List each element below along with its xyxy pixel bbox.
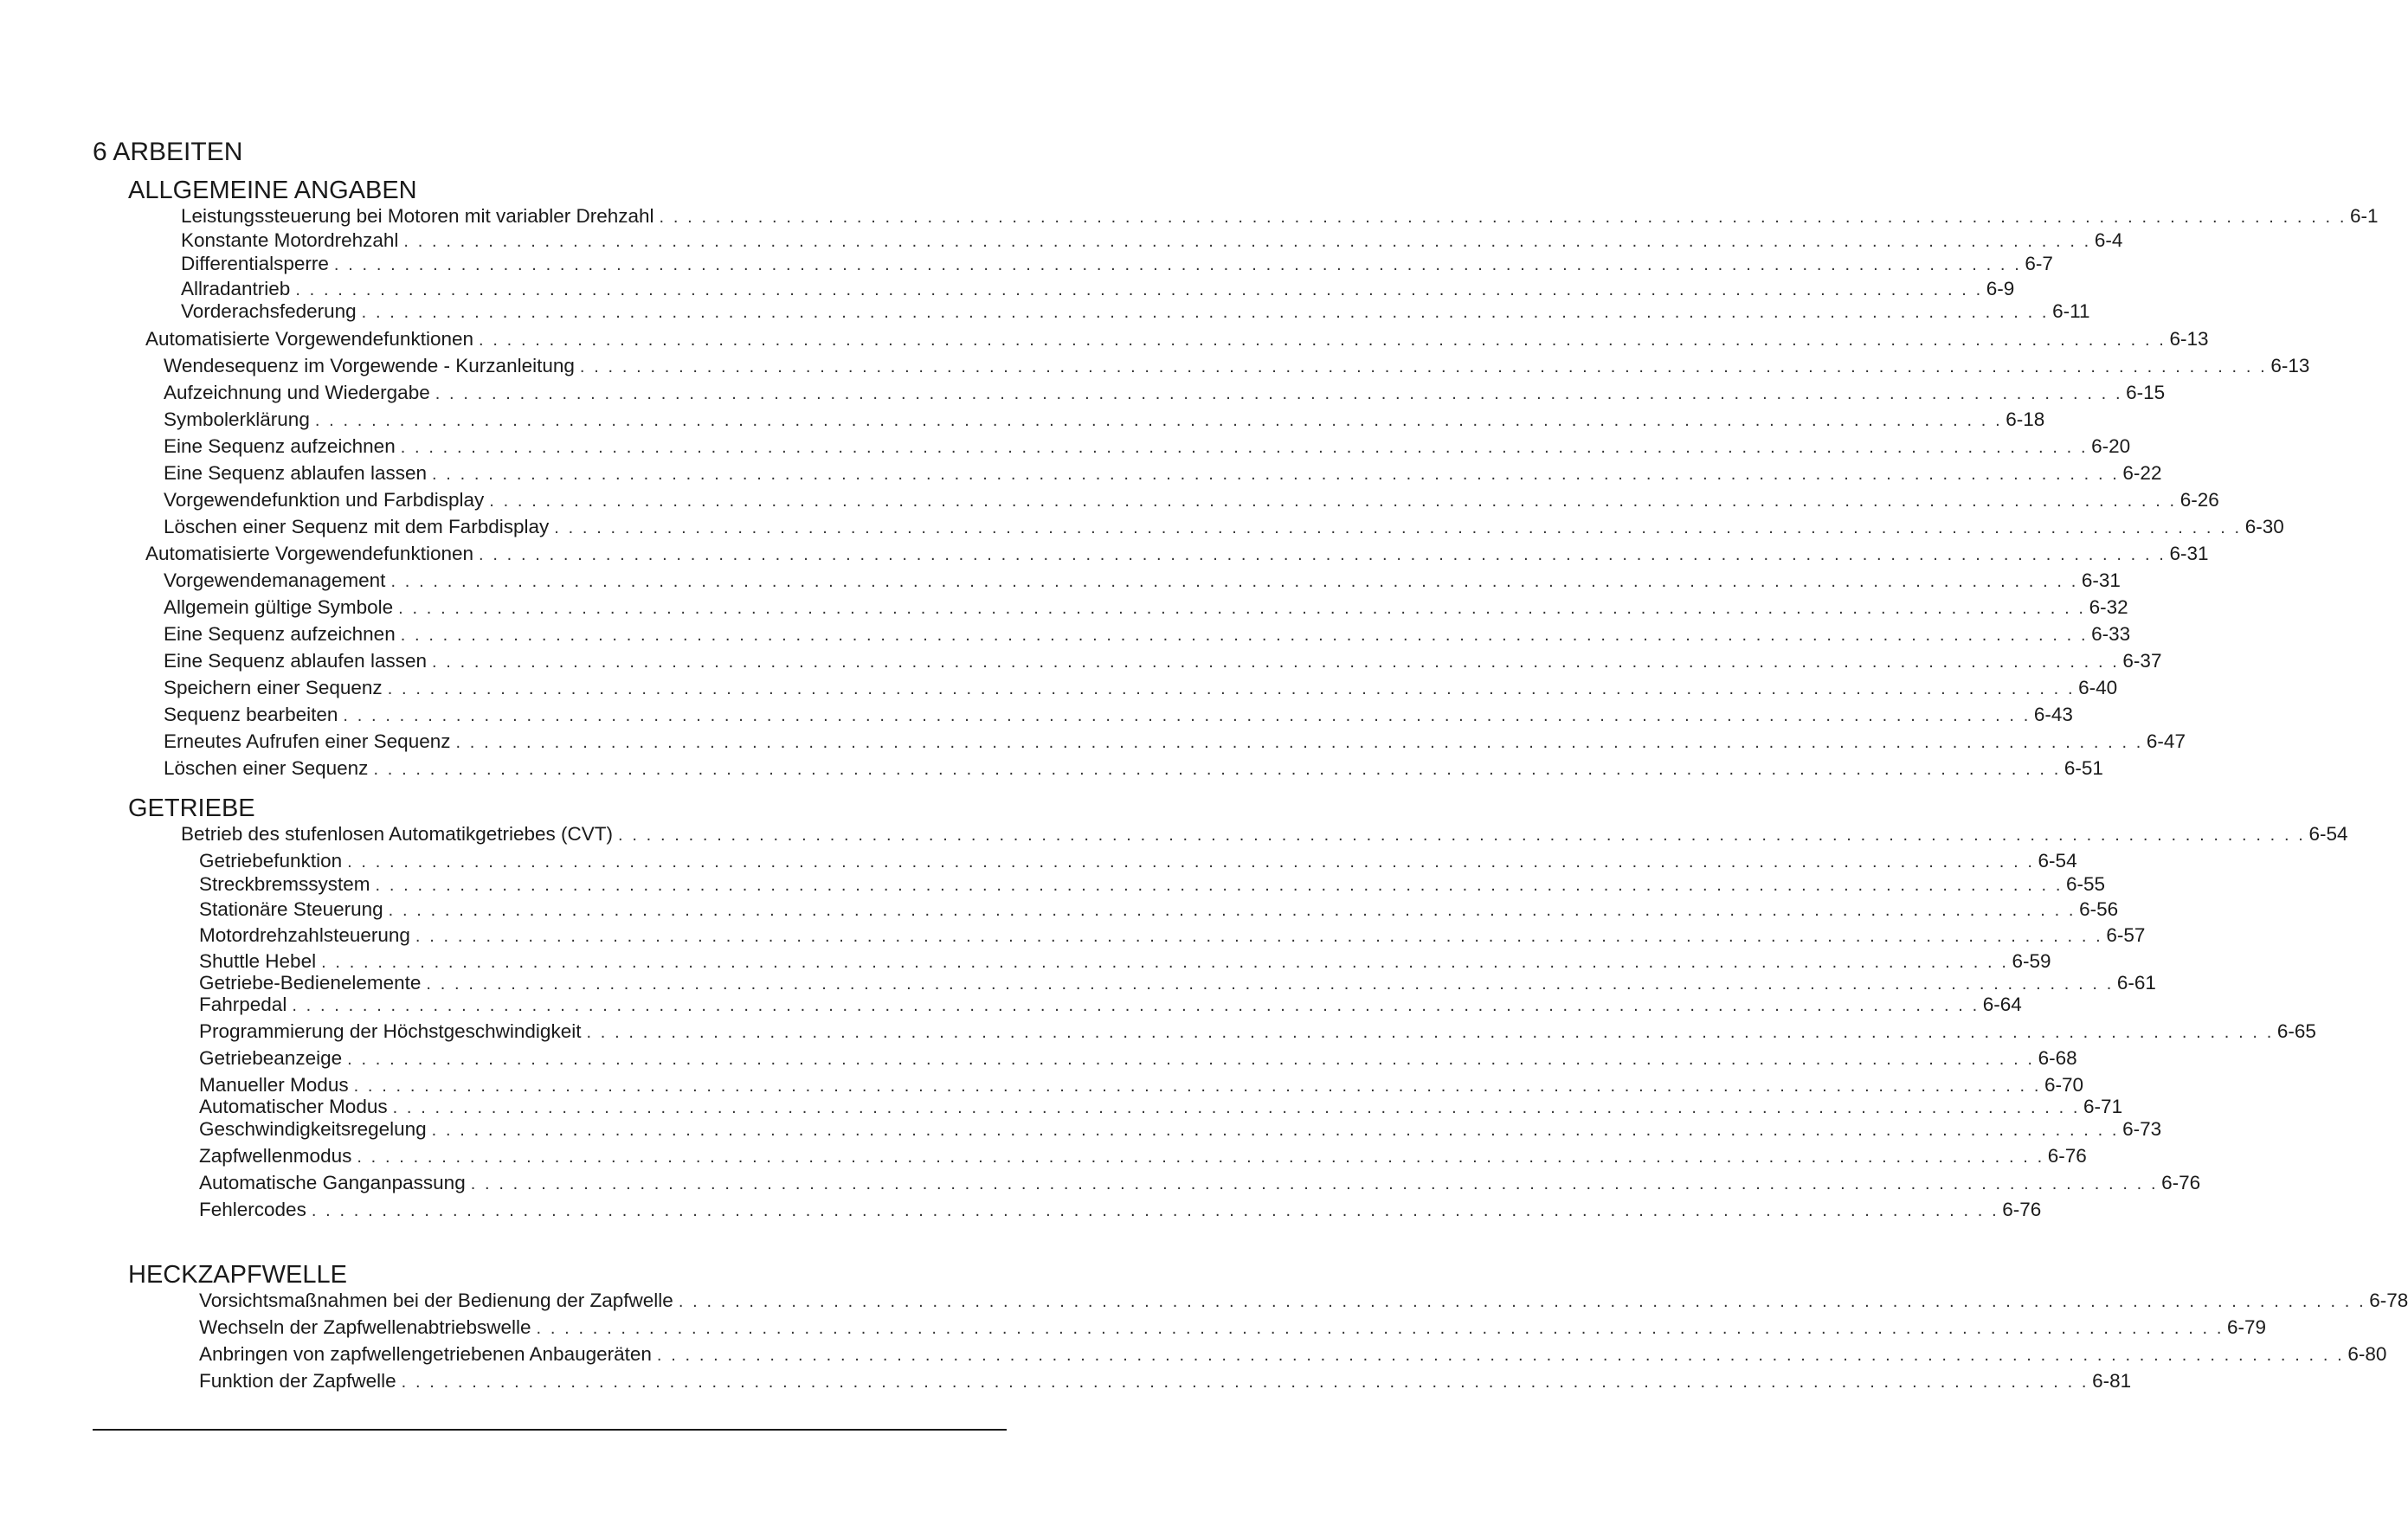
toc-entry[interactable] <box>199 1046 2077 1071</box>
toc-entry-title: Allgemein gültige Symbole <box>164 596 394 618</box>
dot-leader: . . . . . . . . . . . . . . . . . . . . . . . . . . . . . . . . . . . . . . . . . . . . . . . . . . . . . . . . . . . . . . . . . . . . . . . . . . . . . . . . . . . . . . . . . . . . . . . . . . . . . . . . . . . . . . . . . . . . . . . . <box>554 518 2242 537</box>
toc-entry-title: Symbolerklärung <box>164 408 310 430</box>
toc-entry[interactable] <box>164 381 2166 405</box>
toc-entry-page: 6-78 <box>2369 1290 2408 1311</box>
dot-leader: . . . . . . . . . . . . . . . . . . . . . . . . . . . . . . . . . . . . . . . . . . . . . . . . . . . . . . . . . . . . . . . . . . . . . . . . . . . . . . . . . . . . . . . . . . . . . . . . . . . . . . . . . . . . . . . . . . . . . . . . <box>426 974 2114 994</box>
toc-entry-page: 6-37 <box>2122 650 2162 672</box>
toc-entry-title: Allradantrieb <box>181 278 291 299</box>
dot-leader: . . . . . . . . . . . . . . . . . . . . . . . . . . . . . . . . . . . . . . . . . . . . . . . . . . . . . . . . . . . . . . . . . . . . . . . . . . . . . . . . . . . . . . . . . . . . . . . . . . . . . . . . . . . . . . . . . . . . . . . . <box>400 438 2089 457</box>
toc-entry-title: Sequenz bearbeiten <box>164 704 338 725</box>
toc-entry-page: 6-76 <box>2002 1199 2042 1220</box>
toc-entry[interactable] <box>164 676 2118 700</box>
toc-entry-page: 6-57 <box>2106 924 2146 946</box>
dot-leader: . . . . . . . . . . . . . . . . . . . . . . . . . . . . . . . . . . . . . . . . . . . . . . . . . . . . . . . . . . . . . . . . . . . . . . . . . . . . . . . . . . . . . . . . . . . . . . . . . . . . . . . . . . . . . . . . . . . . . . . . <box>678 1292 2366 1311</box>
toc-entry-title: Löschen einer Sequenz <box>164 757 369 779</box>
dot-leader: . . . . . . . . . . . . . . . . . . . . . . . . . . . . . . . . . . . . . . . . . . . . . . . . . . . . . . . . . . . . . . . . . . . . . . . . . . . . . . . . . . . . . . . . . . . . . . . . . . . . . . . . . . . . . . . . . . . . . . . . <box>292 996 1980 1015</box>
toc-entry[interactable] <box>199 1117 2162 1142</box>
toc-entry[interactable] <box>199 949 2051 974</box>
dot-leader: . . . . . . . . . . . . . . . . . . . . . . . . . . . . . . . . . . . . . . . . . . . . . . . . . . . . . . . . . . . . . . . . . . . . . . . . . . . . . . . . . . . . . . . . . . . . . . . . . . . . . . . . . . . . . . . . . . . . . . . . <box>536 1319 2224 1338</box>
toc-entry-page: 6-20 <box>2091 435 2131 457</box>
toc-entry-title: Stationäre Steuerung <box>199 898 383 920</box>
dot-leader: . . . . . . . . . . . . . . . . . . . . . . . . . . . . . . . . . . . . . . . . . . . . . . . . . . . . . . . . . . . . . . . . . . . . . . . . . . . . . . . . . . . . . . . . . . . . . . . . . . . . . . . . . . . . . . . . . . . . . . . . <box>455 733 2143 752</box>
dot-leader: . . . . . . . . . . . . . . . . . . . . . . . . . . . . . . . . . . . . . . . . . . . . . . . . . . . . . . . . . . . . . . . . . . . . . . . . . . . . . . . . . . . . . . . . . . . . . . . . . . . . . . . . . . . . . . . . . . . . . . . . <box>431 465 2120 484</box>
toc-entry-page: 6-70 <box>2044 1074 2084 1096</box>
toc-entry-title: Getriebeanzeige <box>199 1047 343 1069</box>
toc-entry[interactable] <box>181 204 2379 228</box>
toc-entry-title: Eine Sequenz aufzeichnen <box>164 435 396 457</box>
chapter-title: 6 ARBEITEN <box>93 138 243 166</box>
toc-entry-page: 6-81 <box>2092 1370 2132 1392</box>
toc-entry-page: 6-26 <box>2179 489 2219 511</box>
toc-entry-title: Vorsichtsmaßnahmen bei der Bedienung der Zapfwelle <box>199 1290 673 1311</box>
toc-entry[interactable] <box>164 434 2131 459</box>
toc-entry[interactable] <box>199 1020 2316 1044</box>
toc-entry[interactable] <box>199 1073 2084 1097</box>
toc-entry-page: 6-76 <box>2047 1145 2087 1167</box>
toc-entry-page: 6-33 <box>2091 623 2131 645</box>
toc-entry-title: Leistungssteuerung bei Motoren mit variabler Drehzahl <box>181 205 654 227</box>
toc-entry[interactable] <box>164 756 2103 781</box>
toc-entry-page: 6-30 <box>2244 516 2284 537</box>
dot-leader: . . . . . . . . . . . . . . . . . . . . . . . . . . . . . . . . . . . . . . . . . . . . . . . . . . . . . . . . . . . . . . . . . . . . . . . . . . . . . . . . . . . . . . . . . . . . . . . . . . . . . . . . . . . . . . . . . . . . . . . . <box>401 1373 2089 1392</box>
toc-entry-title: Anbringen von zapfwellengetriebenen Anbaugeräten <box>199 1343 652 1365</box>
section-title-getriebe: GETRIEBE <box>128 794 255 822</box>
toc-entry-page: 6-73 <box>2122 1118 2162 1140</box>
toc-entry-title: Getriebefunktion <box>199 850 343 872</box>
toc-entry[interactable] <box>199 1289 2408 1313</box>
toc-entry-title: Eine Sequenz aufzeichnen <box>164 623 396 645</box>
toc-entry-page: 6-40 <box>2078 677 2118 698</box>
toc-entry-title: Eine Sequenz ablaufen lassen <box>164 650 427 672</box>
dot-leader: . . . . . . . . . . . . . . . . . . . . . . . . . . . . . . . . . . . . . . . . . . . . . . . . . . . . . . . . . . . . . . . . . . . . . . . . . . . . . . . . . . . . . . . . . . . . . . . . . . . . . . . . . . . . . . . . . . . . . . . . <box>387 679 2076 698</box>
dot-leader: . . . . . . . . . . . . . . . . . . . . . . . . . . . . . . . . . . . . . . . . . . . . . . . . . . . . . . . . . . . . . . . . . . . . . . . . . . . . . . . . . . . . . . . . . . . . . . . . . . . . . . . . . . . . . . . . . . . . . . . . <box>470 1174 2159 1193</box>
section-title-heckzapfwelle: HECKZAPFWELLE <box>128 1261 347 1289</box>
toc-entry-title: Funktion der Zapfwelle <box>199 1370 396 1392</box>
dot-leader: . . . . . . . . . . . . . . . . . . . . . . . . . . . . . . . . . . . . . . . . . . . . . . . . . . . . . . . . . . . . . . . . . . . . . . . . . . . . . . . . . . . . . . . . . . . . . . . . . . . . . . . . . . . . . . . . . . . . . . . . <box>333 255 2022 274</box>
toc-entry[interactable] <box>199 1342 2387 1367</box>
toc-entry[interactable] <box>199 1095 2123 1119</box>
toc-entry-title: Geschwindigkeitsregelung <box>199 1118 427 1140</box>
toc-entry-title: Speichern einer Sequenz <box>164 677 383 698</box>
toc-entry-page: 6-4 <box>2094 229 2123 251</box>
toc-entry[interactable] <box>164 515 2284 539</box>
toc-entry-page: 6-65 <box>2276 1020 2316 1042</box>
toc-entry-page: 6-1 <box>2349 205 2379 227</box>
toc-entry-page: 6-43 <box>2033 704 2073 725</box>
dot-leader: . . . . . . . . . . . . . . . . . . . . . . . . . . . . . . . . . . . . . . . . . . . . . . . . . . . . . . . . . . . . . . . . . . . . . . . . . . . . . . . . . . . . . . . . . . . . . . . . . . . . . . . . . . . . . . . . . . . . . . . . <box>347 1050 2035 1069</box>
dot-leader: . . . . . . . . . . . . . . . . . . . . . . . . . . . . . . . . . . . . . . . . . . . . . . . . . . . . . . . . . . . . . . . . . . . . . . . . . . . . . . . . . . . . . . . . . . . . . . . . . . . . . . . . . . . . . . . . . . . . . . . . <box>375 876 2063 895</box>
toc-entry-title: Vorgewendemanagement <box>164 569 386 591</box>
toc-entry[interactable] <box>199 993 2022 1017</box>
toc-entry-page: 6-56 <box>2079 898 2119 920</box>
toc-entry-title: Zapfwellenmodus <box>199 1145 352 1167</box>
toc-entry-title: Fahrpedal <box>199 994 287 1015</box>
toc-entry[interactable] <box>164 622 2131 646</box>
toc-entry[interactable] <box>181 228 2123 253</box>
toc-entry-title: Vorderachsfederung <box>181 300 357 322</box>
toc-entry[interactable] <box>199 1144 2087 1168</box>
dot-leader: . . . . . . . . . . . . . . . . . . . . . . . . . . . . . . . . . . . . . . . . . . . . . . . . . . . . . . . . . . . . . . . . . . . . . . . . . . . . . . . . . . . . . . . . . . . . . . . . . . . . . . . . . . . . . . . . . . . . . . . . <box>392 1098 2081 1117</box>
toc-entry-page: 6-7 <box>2025 253 2053 274</box>
toc-entry[interactable] <box>164 461 2162 486</box>
toc-entry-title: Fehlercodes <box>199 1199 306 1220</box>
toc-entry-title: Vorgewendefunktion und Farbdisplay <box>164 489 485 511</box>
toc-entry[interactable] <box>199 1369 2132 1393</box>
toc-entry-title: Eine Sequenz ablaufen lassen <box>164 462 427 484</box>
toc-entry[interactable] <box>181 822 2348 846</box>
toc-entry-title: Streckbremssystem <box>199 873 370 895</box>
toc-entry-title: Erneutes Aufrufen einer Sequenz <box>164 730 451 752</box>
toc-entry-page: 6-64 <box>1982 994 2022 1015</box>
toc-entry[interactable] <box>145 542 2209 566</box>
toc-entry[interactable] <box>199 849 2077 873</box>
toc-entry-title: Betrieb des stufenlosen Automatikgetriebes (CVT) <box>181 823 613 845</box>
toc-entry[interactable] <box>181 277 2015 301</box>
toc-entry[interactable] <box>164 595 2128 620</box>
dot-leader: . . . . . . . . . . . . . . . . . . . . . . . . . . . . . . . . . . . . . . . . . . . . . . . . . . . . . . . . . . . . . . . . . . . . . . . . . . . . . . . . . . . . . . . . . . . . . . . . . . . . . . . . . . . . . . . . . . . . . . . . <box>361 303 2050 322</box>
toc-entry-title: Automatischer Modus <box>199 1096 388 1117</box>
dot-leader: . . . . . . . . . . . . . . . . . . . . . . . . . . . . . . . . . . . . . . . . . . . . . . . . . . . . . . . . . . . . . . . . . . . . . . . . . . . . . . . . . . . . . . . . . . . . . . . . . . . . . . . . . . . . . . . . . . . . . . . . <box>347 852 2035 872</box>
toc-entry-title: Automatische Ganganpassung <box>199 1172 466 1193</box>
toc-entry-title: Automatisierte Vorgewendefunktionen <box>145 328 473 350</box>
toc-entry[interactable] <box>199 872 2106 897</box>
toc-entry[interactable] <box>164 730 2186 754</box>
toc-entry[interactable] <box>199 1198 2042 1222</box>
toc-entry-title: Differentialsperre <box>181 253 329 274</box>
toc-entry-title: Shuttle Hebel <box>199 950 317 972</box>
toc-entry[interactable] <box>164 649 2162 673</box>
dot-leader: . . . . . . . . . . . . . . . . . . . . . . . . . . . . . . . . . . . . . . . . . . . . . . . . . . . . . . . . . . . . . . . . . . . . . . . . . . . . . . . . . . . . . . . . . . . . . . . . . . . . . . . . . . . . . . . . . . . . . . . . <box>479 545 2167 564</box>
dot-leader: . . . . . . . . . . . . . . . . . . . . . . . . . . . . . . . . . . . . . . . . . . . . . . . . . . . . . . . . . . . . . . . . . . . . . . . . . . . . . . . . . . . . . . . . . . . . . . . . . . . . . . . . . . . . . . . . . . . . . . . . <box>373 760 2061 779</box>
toc-entry-page: 6-55 <box>2065 873 2106 895</box>
dot-leader: . . . . . . . . . . . . . . . . . . . . . . . . . . . . . . . . . . . . . . . . . . . . . . . . . . . . . . . . . . . . . . . . . . . . . . . . . . . . . . . . . . . . . . . . . . . . . . . . . . . . . . . . . . . . . . . . . . . . . . . . <box>398 599 2086 618</box>
toc-entry-page: 6-51 <box>2064 757 2103 779</box>
toc-entry-page: 6-31 <box>2169 543 2209 564</box>
dot-leader: . . . . . . . . . . . . . . . . . . . . . . . . . . . . . . . . . . . . . . . . . . . . . . . . . . . . . . . . . . . . . . . . . . . . . . . . . . . . . . . . . . . . . . . . . . . . . . . . . . . . . . . . . . . . . . . . . . . . . . . . <box>479 331 2167 350</box>
dot-leader: . . . . . . . . . . . . . . . . . . . . . . . . . . . . . . . . . . . . . . . . . . . . . . . . . . . . . . . . . . . . . . . . . . . . . . . . . . . . . . . . . . . . . . . . . . . . . . . . . . . . . . . . . . . . . . . . . . . . . . . . <box>659 208 2347 227</box>
dot-leader: . . . . . . . . . . . . . . . . . . . . . . . . . . . . . . . . . . . . . . . . . . . . . . . . . . . . . . . . . . . . . . . . . . . . . . . . . . . . . . . . . . . . . . . . . . . . . . . . . . . . . . . . . . . . . . . . . . . . . . . . <box>415 927 2103 946</box>
dot-leader: . . . . . . . . . . . . . . . . . . . . . . . . . . . . . . . . . . . . . . . . . . . . . . . . . . . . . . . . . . . . . . . . . . . . . . . . . . . . . . . . . . . . . . . . . . . . . . . . . . . . . . . . . . . . . . . . . . . . . . . . <box>353 1077 2042 1096</box>
toc-entry-page: 6-11 <box>2052 300 2090 322</box>
bottom-rule <box>93 1429 1007 1431</box>
dot-leader: . . . . . . . . . . . . . . . . . . . . . . . . . . . . . . . . . . . . . . . . . . . . . . . . . . . . . . . . . . . . . . . . . . . . . . . . . . . . . . . . . . . . . . . . . . . . . . . . . . . . . . . . . . . . . . . . . . . . . . . . <box>618 826 2306 845</box>
toc-entry-title: Löschen einer Sequenz mit dem Farbdisplay <box>164 516 550 537</box>
dot-leader: . . . . . . . . . . . . . . . . . . . . . . . . . . . . . . . . . . . . . . . . . . . . . . . . . . . . . . . . . . . . . . . . . . . . . . . . . . . . . . . . . . . . . . . . . . . . . . . . . . . . . . . . . . . . . . . . . . . . . . . . <box>431 653 2120 672</box>
dot-leader: . . . . . . . . . . . . . . . . . . . . . . . . . . . . . . . . . . . . . . . . . . . . . . . . . . . . . . . . . . . . . . . . . . . . . . . . . . . . . . . . . . . . . . . . . . . . . . . . . . . . . . . . . . . . . . . . . . . . . . . . <box>400 626 2089 645</box>
dot-leader: . . . . . . . . . . . . . . . . . . . . . . . . . . . . . . . . . . . . . . . . . . . . . . . . . . . . . . . . . . . . . . . . . . . . . . . . . . . . . . . . . . . . . . . . . . . . . . . . . . . . . . . . . . . . . . . . . . . . . . . . <box>489 492 2177 511</box>
dot-leader: . . . . . . . . . . . . . . . . . . . . . . . . . . . . . . . . . . . . . . . . . . . . . . . . . . . . . . . . . . . . . . . . . . . . . . . . . . . . . . . . . . . . . . . . . . . . . . . . . . . . . . . . . . . . . . . . . . . . . . . . <box>403 232 2091 251</box>
dot-leader: . . . . . . . . . . . . . . . . . . . . . . . . . . . . . . . . . . . . . . . . . . . . . . . . . . . . . . . . . . . . . . . . . . . . . . . . . . . . . . . . . . . . . . . . . . . . . . . . . . . . . . . . . . . . . . . . . . . . . . . . <box>390 572 2078 591</box>
toc-entry-page: 6-18 <box>2006 408 2045 430</box>
toc-entry-page: 6-54 <box>2308 823 2348 845</box>
toc-entry[interactable] <box>181 252 2053 276</box>
toc-entry-title: Manueller Modus <box>199 1074 349 1096</box>
toc-entry-title: Wechseln der Zapfwellenabtriebswelle <box>199 1316 531 1338</box>
toc-entry[interactable] <box>164 569 2121 593</box>
toc-entry-title: Programmierung der Höchstgeschwindigkeit <box>199 1020 582 1042</box>
toc-entry-page: 6-13 <box>2169 328 2209 350</box>
section-title-allgemeine-angaben: ALLGEMEINE ANGABEN <box>128 177 417 204</box>
toc-entry-page: 6-61 <box>2116 972 2156 994</box>
toc-entry[interactable] <box>199 923 2146 948</box>
toc-entry-page: 6-13 <box>2270 355 2310 376</box>
toc-entry-title: Automatisierte Vorgewendefunktionen <box>145 543 473 564</box>
toc-entry[interactable] <box>164 408 2045 432</box>
toc-entry-title: Wendesequenz im Vorgewende - Kurzanleitung <box>164 355 575 376</box>
toc-entry-page: 6-76 <box>2161 1172 2201 1193</box>
toc-entry-page: 6-22 <box>2122 462 2162 484</box>
dot-leader: . . . . . . . . . . . . . . . . . . . . . . . . . . . . . . . . . . . . . . . . . . . . . . . . . . . . . . . . . . . . . . . . . . . . . . . . . . . . . . . . . . . . . . . . . . . . . . . . . . . . . . . . . . . . . . . . . . . . . . . . <box>435 384 2123 403</box>
toc-entry[interactable] <box>164 703 2073 727</box>
dot-leader: . . . . . . . . . . . . . . . . . . . . . . . . . . . . . . . . . . . . . . . . . . . . . . . . . . . . . . . . . . . . . . . . . . . . . . . . . . . . . . . . . . . . . . . . . . . . . . . . . . . . . . . . . . . . . . . . . . . . . . . . <box>388 901 2076 920</box>
dot-leader: . . . . . . . . . . . . . . . . . . . . . . . . . . . . . . . . . . . . . . . . . . . . . . . . . . . . . . . . . . . . . . . . . . . . . . . . . . . . . . . . . . . . . . . . . . . . . . . . . . . . . . . . . . . . . . . . . . . . . . . . <box>343 706 2031 725</box>
toc-entry[interactable] <box>199 971 2156 995</box>
toc-entry-page: 6-68 <box>2038 1047 2077 1069</box>
toc-entry-title: Getriebe-Bedienelemente <box>199 972 422 994</box>
dot-leader: . . . . . . . . . . . . . . . . . . . . . . . . . . . . . . . . . . . . . . . . . . . . . . . . . . . . . . . . . . . . . . . . . . . . . . . . . . . . . . . . . . . . . . . . . . . . . . . . . . . . . . . . . . . . . . . . . . . . . . . . <box>314 411 2003 430</box>
toc-entry-page: 6-32 <box>2089 596 2128 618</box>
dot-leader: . . . . . . . . . . . . . . . . . . . . . . . . . . . . . . . . . . . . . . . . . . . . . . . . . . . . . . . . . . . . . . . . . . . . . . . . . . . . . . . . . . . . . . . . . . . . . . . . . . . . . . . . . . . . . . . . . . . . . . . . <box>579 357 2268 376</box>
toc-entry-title: Konstante Motordrehzahl <box>181 229 399 251</box>
toc-entry-title: Aufzeichnung und Wiedergabe <box>164 382 430 403</box>
toc-entry-title: Motordrehzahlsteuerung <box>199 924 410 946</box>
toc-entry[interactable] <box>145 327 2209 351</box>
toc-entry[interactable] <box>164 354 2310 378</box>
toc-entry-page: 6-9 <box>1986 278 2015 299</box>
dot-leader: . . . . . . . . . . . . . . . . . . . . . . . . . . . . . . . . . . . . . . . . . . . . . . . . . . . . . . . . . . . . . . . . . . . . . . . . . . . . . . . . . . . . . . . . . . . . . . . . . . . . . . . . . . . . . . . . . . . . . . . . <box>321 953 2009 972</box>
toc-entry-page: 6-31 <box>2081 569 2121 591</box>
toc-entry-page: 6-47 <box>2146 730 2186 752</box>
toc-entry-page: 6-59 <box>2012 950 2051 972</box>
dot-leader: . . . . . . . . . . . . . . . . . . . . . . . . . . . . . . . . . . . . . . . . . . . . . . . . . . . . . . . . . . . . . . . . . . . . . . . . . . . . . . . . . . . . . . . . . . . . . . . . . . . . . . . . . . . . . . . . . . . . . . . . <box>311 1201 1999 1220</box>
toc-entry[interactable] <box>199 897 2119 922</box>
dot-leader: . . . . . . . . . . . . . . . . . . . . . . . . . . . . . . . . . . . . . . . . . . . . . . . . . . . . . . . . . . . . . . . . . . . . . . . . . . . . . . . . . . . . . . . . . . . . . . . . . . . . . . . . . . . . . . . . . . . . . . . . <box>586 1023 2274 1042</box>
toc-entry-page: 6-80 <box>2347 1343 2387 1365</box>
toc-entry-page: 6-71 <box>2083 1096 2123 1117</box>
dot-leader: . . . . . . . . . . . . . . . . . . . . . . . . . . . . . . . . . . . . . . . . . . . . . . . . . . . . . . . . . . . . . . . . . . . . . . . . . . . . . . . . . . . . . . . . . . . . . . . . . . . . . . . . . . . . . . . . . . . . . . . . <box>357 1148 2044 1167</box>
dot-leader: . . . . . . . . . . . . . . . . . . . . . . . . . . . . . . . . . . . . . . . . . . . . . . . . . . . . . . . . . . . . . . . . . . . . . . . . . . . . . . . . . . . . . . . . . . . . . . . . . . . . . . . . . . . . . . . . . . . . . . . . <box>656 1346 2345 1365</box>
toc-entry[interactable] <box>164 488 2219 512</box>
toc-entry[interactable] <box>199 1171 2201 1195</box>
toc-entry-page: 6-15 <box>2126 382 2166 403</box>
dot-leader: . . . . . . . . . . . . . . . . . . . . . . . . . . . . . . . . . . . . . . . . . . . . . . . . . . . . . . . . . . . . . . . . . . . . . . . . . . . . . . . . . . . . . . . . . . . . . . . . . . . . . . . . . . . . . . . . . . . . . . . . <box>295 280 1983 299</box>
toc-entry[interactable] <box>199 1315 2267 1340</box>
toc-entry-page: 6-54 <box>2038 850 2077 872</box>
dot-leader: . . . . . . . . . . . . . . . . . . . . . . . . . . . . . . . . . . . . . . . . . . . . . . . . . . . . . . . . . . . . . . . . . . . . . . . . . . . . . . . . . . . . . . . . . . . . . . . . . . . . . . . . . . . . . . . . . . . . . . . . <box>431 1121 2120 1140</box>
toc-entry[interactable] <box>181 299 2090 324</box>
toc-entry-page: 6-79 <box>2226 1316 2267 1338</box>
